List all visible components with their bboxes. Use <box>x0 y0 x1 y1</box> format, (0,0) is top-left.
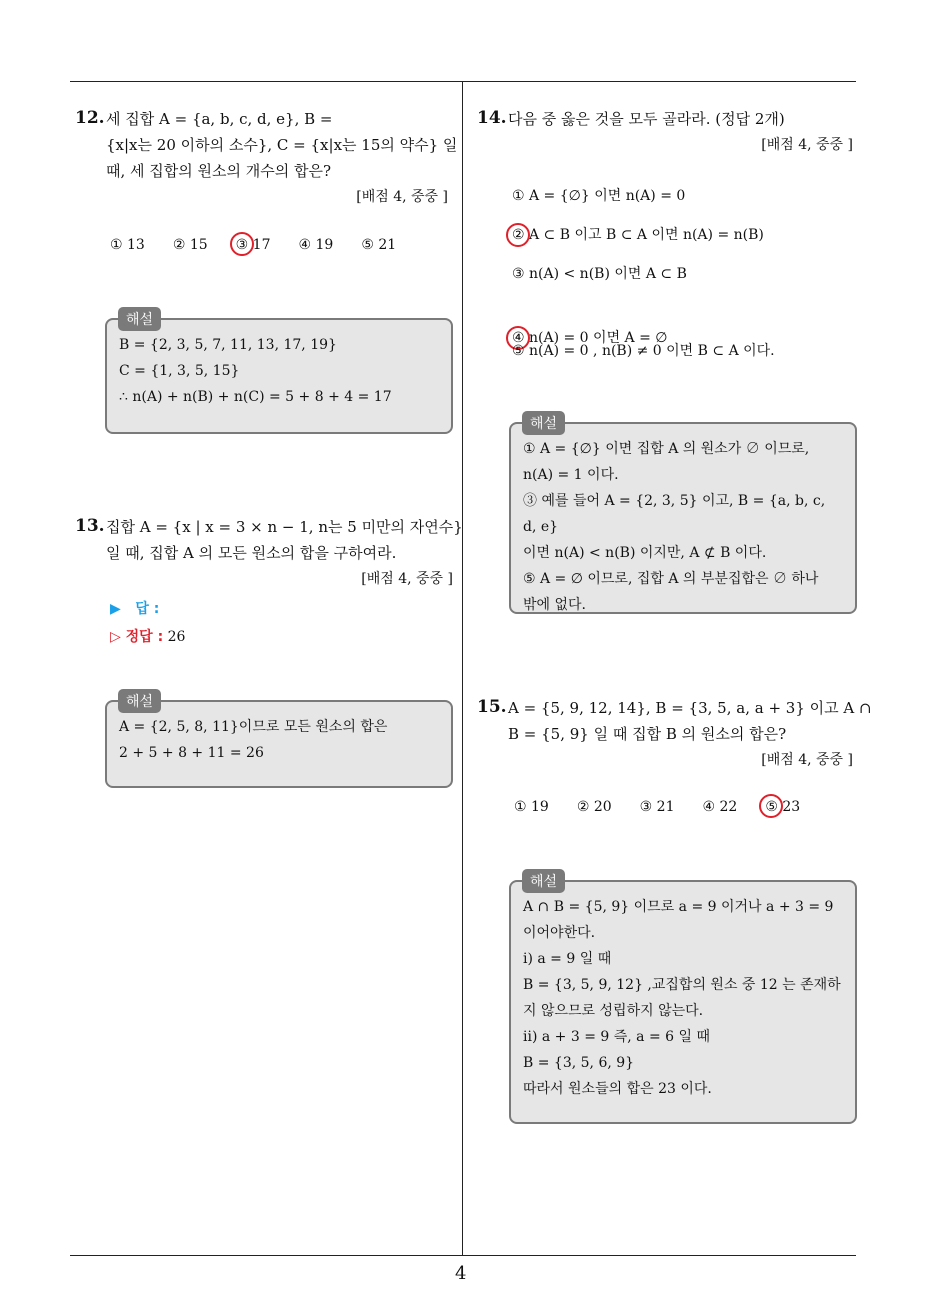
q12-choice-2[interactable]: ② 15 <box>172 237 208 253</box>
q15-sol-line: ⅱ) a + 3 = 9 즉, a = 6 일 때 <box>523 1029 710 1045</box>
q13-solution-box <box>105 700 453 788</box>
q13-correct-label: ▷ 정답 : <box>110 629 164 645</box>
q14-sol-line: ① A = {∅} 이면 집합 A 의 원소가 ∅ 이므로, <box>523 441 810 457</box>
selected-circle-icon <box>506 223 530 247</box>
q14-choice-1[interactable]: ① A = {∅} 이면 n(A) = 0 <box>512 188 686 204</box>
q12-sol-line: C = {1, 3, 5, 15} <box>119 363 240 379</box>
page-number: 4 <box>455 1263 467 1284</box>
q15-line1: A = {5, 9, 12, 14}, B = {3, 5, a, a + 3} 이고 A ∩ <box>508 699 872 717</box>
q13-number: 13. <box>75 516 105 536</box>
q12-line3: 때, 세 집합의 원소의 개수의 합은? <box>106 162 332 180</box>
q13-sol-line: 2 + 5 + 8 + 11 = 26 <box>119 745 264 761</box>
q15-choice-4[interactable]: ④ 22 <box>702 799 738 815</box>
q13-meta: [배점 4, 중중 ] <box>361 571 453 587</box>
q15-choice-3[interactable]: ③ 21 <box>639 799 675 815</box>
q12-choice-3[interactable]: ③ 17 <box>236 237 271 253</box>
q15-sol-line: 이어야한다. <box>523 925 596 941</box>
q15-solution-tag: 해설 <box>522 869 565 893</box>
q15-sol-line: B = {3, 5, 6, 9} <box>523 1055 635 1071</box>
q12-line1: 세 집합 A = {a, b, c, d, e}, B = <box>106 110 333 128</box>
q12-choice-1[interactable]: ① 13 <box>110 237 145 253</box>
q14-sol-line: ⑤ A = ∅ 이므로, 집합 A 의 부분집합은 ∅ 하나 <box>523 571 819 587</box>
q15-solution-box <box>509 880 857 1124</box>
q13-sol-line: A = {2, 5, 8, 11}이므로 모든 원소의 합은 <box>119 719 388 735</box>
q15-sol-line: 따라서 원소들의 합은 23 이다. <box>523 1081 712 1097</box>
q14-choice-3[interactable]: ③ n(A) < n(B) 이면 A ⊂ B <box>512 266 687 282</box>
q12-choice-5[interactable]: ⑤ 21 <box>361 237 397 253</box>
q15-choices <box>514 799 828 815</box>
q14-choice-5[interactable]: ⑤ n(A) = 0 , n(B) ≠ 0 이면 B ⊂ A 이다. <box>512 343 775 359</box>
q15-meta: [배점 4, 중중 ] <box>761 752 853 768</box>
q15-line2: B = {5, 9} 일 때 집합 B 의 원소의 합은? <box>508 725 787 743</box>
q13-correct-row <box>110 626 185 646</box>
q14-choice-4[interactable]: ④ n(A) = 0 이면 A = ∅ <box>512 325 926 351</box>
q12-solution-tag: 해설 <box>118 307 161 331</box>
top-rule <box>70 81 856 82</box>
q13-line2: 일 때, 집합 A 의 모든 원소의 합을 구하여라. <box>106 544 397 562</box>
q13-line1: 집합 A = {x | x = 3 × n − 1, n는 5 미만의 자연수} <box>106 518 463 536</box>
q13-solution-tag: 해설 <box>118 689 161 713</box>
q14-sol-line: n(A) = 1 이다. <box>523 467 619 483</box>
q12-choices <box>110 237 424 253</box>
q12-number: 12. <box>75 108 105 128</box>
q15-sol-line: A ∩ B = {5, 9} 이므로 a = 9 이거나 a + 3 = 9 <box>523 899 834 915</box>
q14-choice-2[interactable]: ② A ⊂ B 이고 B ⊂ A 이면 n(A) = n(B) <box>512 222 926 248</box>
column-divider <box>462 81 463 1255</box>
q14-sol-line: 밖에 없다. <box>523 597 586 613</box>
q12-meta: [배점 4, 중중 ] <box>356 189 448 205</box>
q14-meta: [배점 4, 중중 ] <box>761 137 853 153</box>
q14-solution-box <box>509 422 857 614</box>
q15-choice-2[interactable]: ② 20 <box>576 799 612 815</box>
q14-number: 14. <box>477 108 507 128</box>
bottom-rule <box>70 1255 856 1256</box>
q15-choice-1[interactable]: ① 19 <box>514 799 549 815</box>
q15-choice-5[interactable]: ⑤ 23 <box>765 799 800 815</box>
q15-sol-line: ⅰ) a = 9 일 때 <box>523 951 612 967</box>
q12-sol-line: B = {2, 3, 5, 7, 11, 13, 17, 19} <box>119 337 337 353</box>
q12-solution-box <box>105 318 453 434</box>
q15-sol-line: B = {3, 5, 9, 12} ,교집합의 원소 중 12 는 존재하 <box>523 977 841 993</box>
q15-number: 15. <box>477 697 507 717</box>
q13-correct-value: 26 <box>167 629 186 645</box>
q14-line1: 다음 중 옳은 것을 모두 골라라. (정답 2개) <box>508 110 785 128</box>
selected-circle-icon <box>230 232 254 256</box>
q12-choice-4[interactable]: ④ 19 <box>298 237 334 253</box>
q12-line2: {x|x는 20 이하의 소수}, C = {x|x는 15의 약수} 일 <box>106 136 458 154</box>
q14-solution-tag: 해설 <box>522 411 565 435</box>
q13-answer-label: ▶ 답 : <box>110 601 160 617</box>
q15-sol-line: 지 않으므로 성립하지 않는다. <box>523 1003 704 1019</box>
q14-sol-line: 이면 n(A) < n(B) 이지만, A ⊄ B 이다. <box>523 545 767 561</box>
q14-sol-line: ③ 예를 들어 A = {2, 3, 5} 이고, B = {a, b, c, d, e} <box>523 493 826 535</box>
q12-sol-line: ∴ n(A) + n(B) + n(C) = 5 + 8 + 4 = 17 <box>119 389 392 405</box>
